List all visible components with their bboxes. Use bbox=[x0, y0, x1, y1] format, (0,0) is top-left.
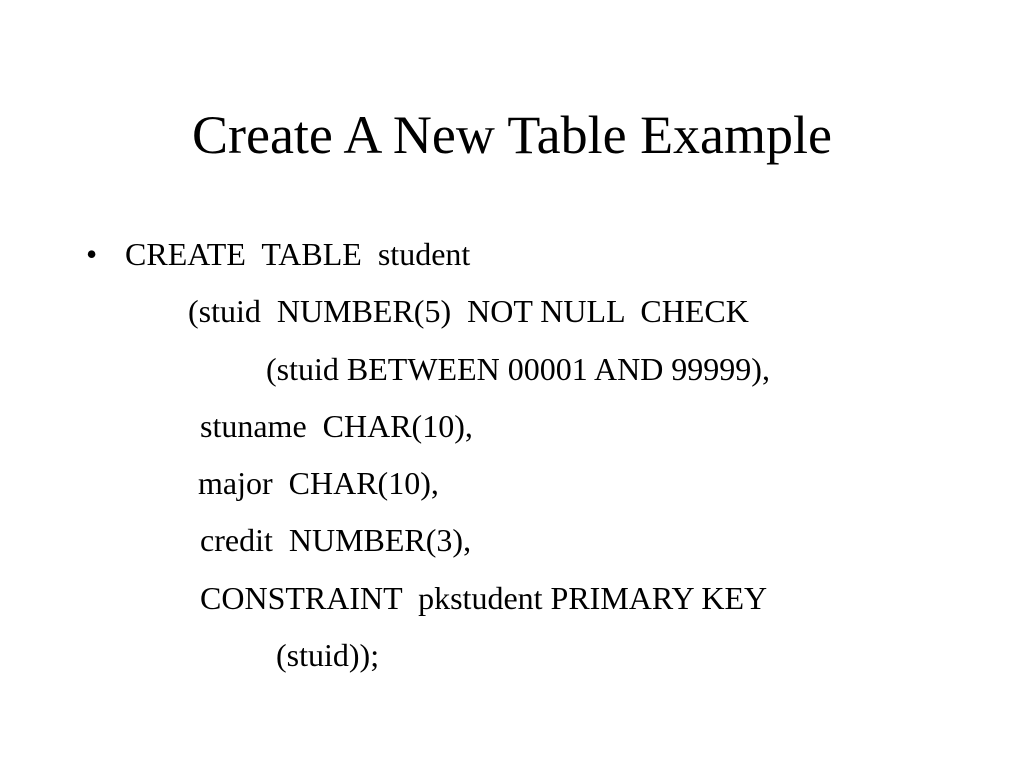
code-line-stuid-column: (stuid NUMBER(5) NOT NULL CHECK bbox=[188, 293, 749, 329]
slide-title: Create A New Table Example bbox=[191, 105, 832, 165]
code-line-credit-column: credit NUMBER(3), bbox=[200, 522, 472, 558]
code-line-stuname-column: stuname CHAR(10), bbox=[200, 408, 473, 444]
code-line-primary-key-column: (stuid)); bbox=[276, 637, 380, 673]
code-line-check-constraint: (stuid BETWEEN 00001 AND 99999), bbox=[266, 351, 770, 387]
bullet-dot-icon: • bbox=[86, 236, 98, 272]
code-line-primary-key-constraint: CONSTRAINT pkstudent PRIMARY KEY bbox=[200, 580, 768, 616]
code-line-major-column: major CHAR(10), bbox=[198, 465, 439, 501]
code-line-create-table: CREATE TABLE student bbox=[125, 236, 471, 272]
